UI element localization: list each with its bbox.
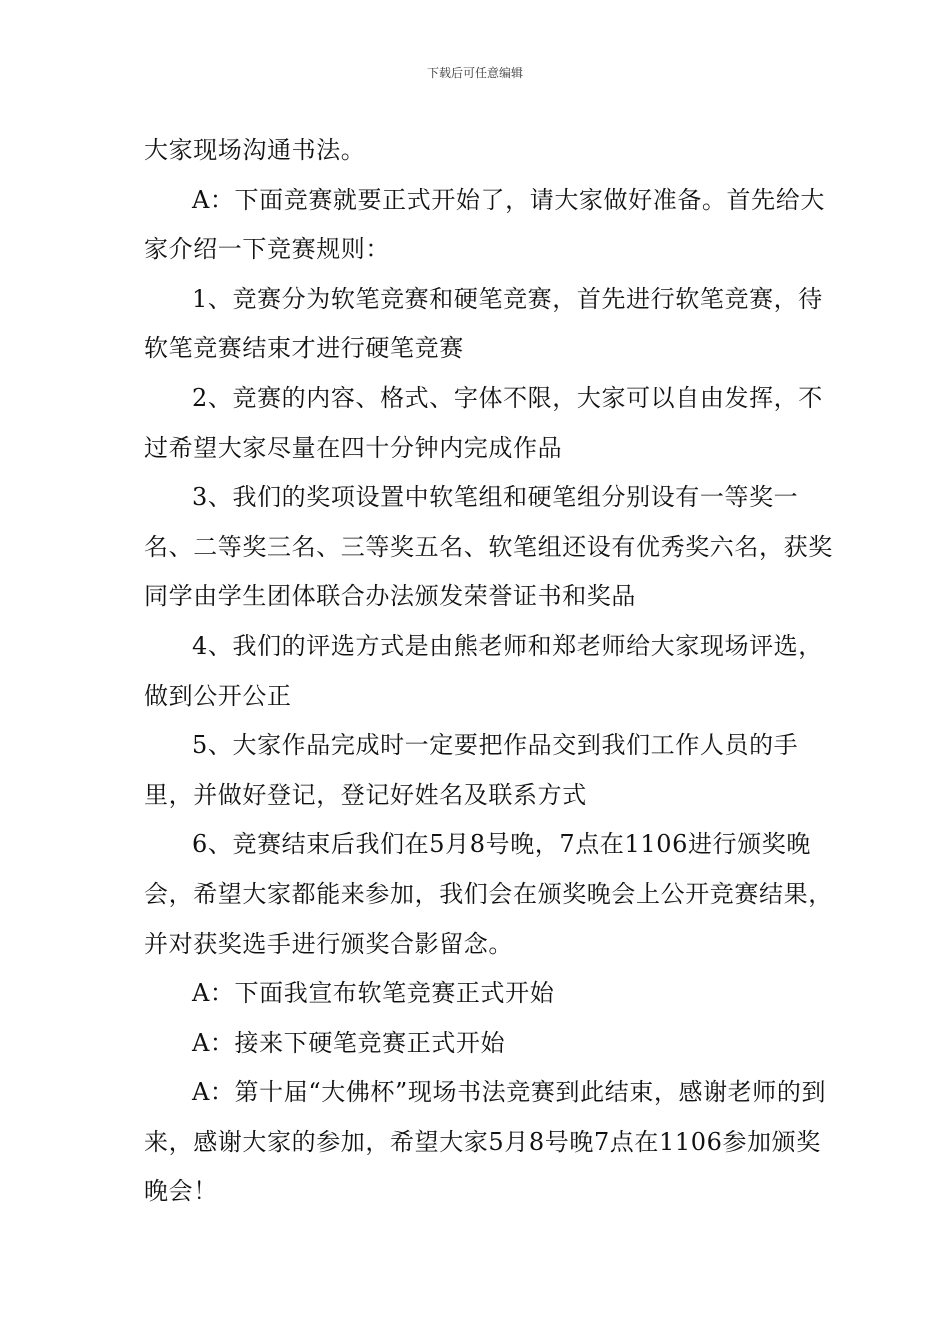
paragraph-start-announcement: A：下面竞赛就要正式开始了，请大家做好准备。首先给大家介绍一下竞赛规则： [144,185,825,264]
paragraph-rule-5: 5、大家作品完成时一定要把作品交到我们工作人员的手里，并做好登记，登记好姓名及联系方式 [144,731,799,809]
header-note: 下载后可任意编辑 [426,66,523,80]
paragraph-rule-4: 4、我们的评选方式是由熊老师和郑老师给大家现场评选，做到公开公正 [144,631,823,710]
document-body [144,126,844,1217]
paragraph-rule-3: 3、我们的奖项设置中软笔组和硬笔组分别设有一等奖一名、二等奖三名、三等奖五名、软笔组还设有优秀奖六名，获奖同学由学生团体联合办法颁发荣誉证书和奖品 [144,483,833,611]
paragraph-intro-tail: 大家现场沟通书法。 [144,136,366,164]
paragraph-soft-pen-start: A：下面我宣布软笔竞赛正式开始 [192,979,555,1008]
paragraph-rule-2: 2、竞赛的内容、格式、字体不限，大家可以自由发挥，不过希望大家尽量在四十分钟内完成作品 [144,383,823,462]
paragraph-closing: A：第十届“大佛杯”现场书法竞赛到此结束，感谢老师的到来，感谢大家的参加，希望大家5月8号晚7点在1106参加颁奖晚会！ [144,1078,827,1206]
paragraph-rule-1: 1、竞赛分为软笔竞赛和硬笔竞赛，首先进行软笔竞赛，待软笔竞赛结束才进行硬笔竞赛 [144,284,823,363]
paragraph-hard-pen-start: A：接来下硬笔竞赛正式开始 [192,1028,506,1057]
page-header [0,64,950,82]
paragraph-rule-6: 6、竞赛结束后我们在5月8号晚，7点在1106进行颁奖晚会，希望大家都能来参加，我们会在颁奖晚会上公开竞赛结果，并对获奖选手进行颁奖合影留念。 [144,830,833,958]
